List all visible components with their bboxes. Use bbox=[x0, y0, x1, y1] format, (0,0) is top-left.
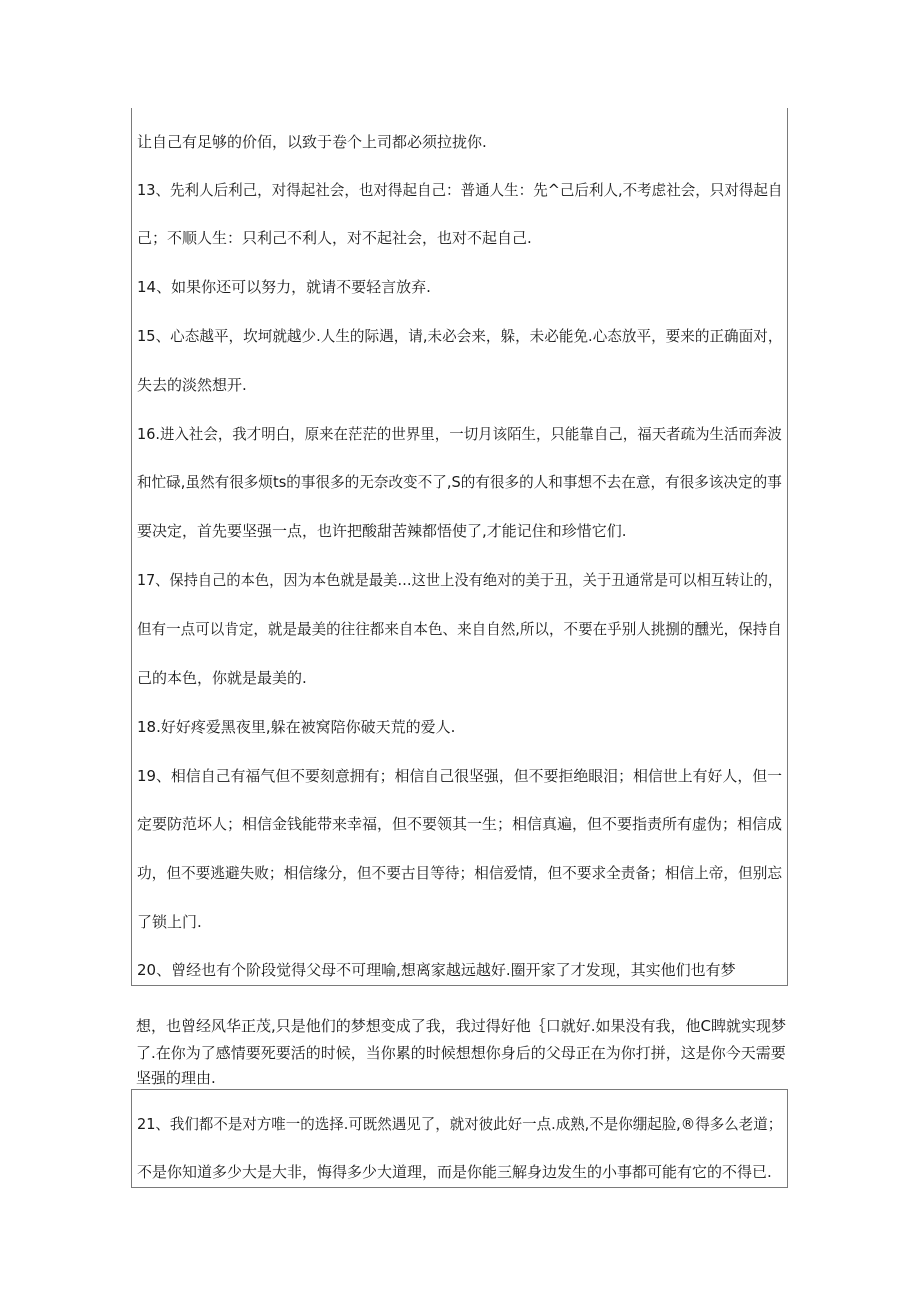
text-line: 己的本色，你就是最美的. bbox=[137, 669, 307, 687]
text-line: 功，但不要逃避失败；相信缘分，但不要古目等待；相信爱情，但不要求全责备；相信上帝，但别忘 bbox=[137, 864, 783, 882]
text-line: 不是你知道多少大是大非，悔得多少大道理，而是你能三解身边发生的小事都可能有它的不得已. bbox=[137, 1163, 772, 1181]
text-line: 了锁上门. bbox=[137, 913, 202, 931]
text-line: 要决定，首先要坚强一点，也许把酸甜苦辣都悟使了,才能记住和珍惜它们. bbox=[137, 522, 627, 540]
text-line: 想，也曾经风华正茂,只是他们的梦想变成了我，我过得好他｛口就好.如果没有我，他C睥就实现梦 bbox=[136, 1017, 787, 1035]
text-line: 21、我们都不是对方唯一的选择.可既然遇见了，就对彼此好一点.成熟,不是你绷起脸,®得多么老道； bbox=[137, 1115, 783, 1133]
text-line: 15、心态越平，坎坷就越少.人生的际遇，请,未必会来，躲，未必能免.心态放平，要来的正确面对， bbox=[137, 327, 783, 345]
text-line: 己；不顺人生：只利己不利人，对不起社会，也对不起自己. bbox=[137, 229, 532, 247]
text-box-1 bbox=[131, 108, 788, 986]
text-line: 让自己有足够的价佰，以致于卷个上司都必须拉拢你. bbox=[137, 133, 487, 151]
text-line: 坚强的理由. bbox=[136, 1069, 216, 1087]
text-line: 19、相信自己有福气但不要刻意拥有；相信自己很坚强，但不要拒绝眼泪；相信世上有好人，但一 bbox=[137, 767, 783, 785]
text-line: 18.好好疼爱黑夜里,躲在被窝陪你破天荒的爱人. bbox=[137, 718, 456, 736]
text-line: 16.进入社会，我才明白，原来在茫茫的世界里，一切月该陌生，只能靠自己，福天者疏为生活而奔波 bbox=[137, 425, 782, 443]
text-line: 失去的淡然想开. bbox=[137, 376, 247, 394]
text-line: 但有一点可以肯定，就是最美的往往都来自本色、来自自然,所以，不要在乎别人挑捌的醺光，保持自 bbox=[137, 620, 782, 638]
text-line: 定要防范坏人；相信金钱能带来幸福，但不要领其一生；相信真遍，但不要指责所有虚伪；相信成 bbox=[137, 815, 783, 833]
text-line: 13、先利人后利己，对得起社会，也对得起自己：普通人生：先^己后利人,不考虑社会，只对得起自 bbox=[137, 181, 783, 199]
text-line: 14、如果你还可以努力，就请不要轻言放弃. bbox=[137, 278, 431, 296]
text-line: 和忙碌,虽然有很多烦ts的事很多的无奈改变不了,S的有很多的人和事想不去在意，有很多该决定的事 bbox=[137, 473, 782, 491]
text-box-2 bbox=[131, 1089, 788, 1188]
text-line: 了.在你为了感情要死要活的时候，当你累的时候想想你身后的父母正在为你打拼，这是你今天需要 bbox=[136, 1044, 786, 1062]
text-line: 17、保持自己的本色，因为本色就是最美…这世上没有绝对的美于丑，关于丑通常是可以相互转让的， bbox=[137, 571, 783, 589]
text-line: 20、曾经也有个阶段觉得父母不可理喻,想离家越远越好.圈开家了才发现，其实他们也有梦 bbox=[137, 961, 736, 979]
